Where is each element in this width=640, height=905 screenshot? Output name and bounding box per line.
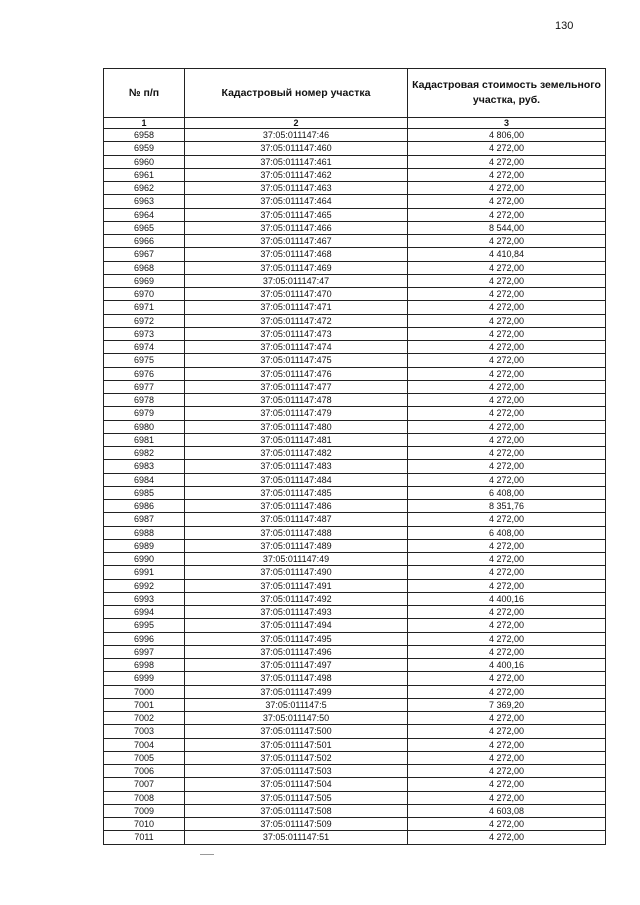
row-number-cell: 6974	[104, 341, 185, 354]
row-number-cell: 7009	[104, 804, 185, 817]
table-row	[104, 182, 606, 195]
row-number-cell: 6963	[104, 195, 185, 208]
row-number-cell: 6970	[104, 288, 185, 301]
cadastral-number-cell: 37:05:011147:5	[185, 698, 408, 711]
row-number-cell: 6991	[104, 566, 185, 579]
row-number-cell: 6964	[104, 208, 185, 221]
cadastral-value-cell: 4 272,00	[408, 407, 606, 420]
cadastral-number-cell: 37:05:011147:478	[185, 394, 408, 407]
cadastral-value-cell: 4 272,00	[408, 301, 606, 314]
table-row	[104, 380, 606, 393]
table-row	[104, 354, 606, 367]
row-number-cell: 6997	[104, 645, 185, 658]
table-row	[104, 155, 606, 168]
cadastral-number-cell: 37:05:011147:501	[185, 738, 408, 751]
cadastral-number-cell: 37:05:011147:461	[185, 155, 408, 168]
cadastral-value-cell: 4 272,00	[408, 632, 606, 645]
table-row	[104, 367, 606, 380]
cadastral-value-cell: 4 272,00	[408, 685, 606, 698]
table-row	[104, 513, 606, 526]
column-number: 3	[408, 118, 606, 129]
table-row	[104, 804, 606, 817]
cadastral-value-cell: 4 272,00	[408, 513, 606, 526]
table-row	[104, 685, 606, 698]
header-cadastral-value: Кадастровая стоимость земельного участка, руб.	[408, 69, 606, 118]
table-row	[104, 129, 606, 142]
table-row	[104, 341, 606, 354]
cadastral-value-cell: 4 272,00	[408, 261, 606, 274]
row-number-cell: 6984	[104, 473, 185, 486]
row-number-cell: 6979	[104, 407, 185, 420]
table-row	[104, 831, 606, 844]
row-number-cell: 6992	[104, 579, 185, 592]
cadastral-number-cell: 37:05:011147:468	[185, 248, 408, 261]
cadastral-value-cell: 4 272,00	[408, 288, 606, 301]
row-number-cell: 6969	[104, 274, 185, 287]
row-number-cell: 7008	[104, 791, 185, 804]
table-row	[104, 486, 606, 499]
cadastral-value-cell: 4 272,00	[408, 566, 606, 579]
cadastral-number-cell: 37:05:011147:492	[185, 592, 408, 605]
cadastral-value-cell: 4 272,00	[408, 314, 606, 327]
cadastral-value-cell: 4 272,00	[408, 235, 606, 248]
cadastral-value-cell: 4 272,00	[408, 327, 606, 340]
table-row	[104, 208, 606, 221]
cadastral-value-cell: 8 544,00	[408, 221, 606, 234]
header-number: № п/п	[104, 69, 185, 118]
cadastral-value-cell: 4 272,00	[408, 354, 606, 367]
cadastral-value-cell: 4 272,00	[408, 367, 606, 380]
cadastral-value-cell: 4 272,00	[408, 380, 606, 393]
table-row	[104, 672, 606, 685]
table-row	[104, 725, 606, 738]
table-row	[104, 619, 606, 632]
table-row	[104, 301, 606, 314]
row-number-cell: 7001	[104, 698, 185, 711]
row-number-cell: 7004	[104, 738, 185, 751]
cadastral-number-cell: 37:05:011147:486	[185, 500, 408, 513]
row-number-cell: 6995	[104, 619, 185, 632]
cadastral-value-cell: 4 272,00	[408, 155, 606, 168]
table-row	[104, 314, 606, 327]
column-number: 1	[104, 118, 185, 129]
cadastral-value-cell: 4 272,00	[408, 791, 606, 804]
row-number-cell: 6973	[104, 327, 185, 340]
cadastral-value-cell: 4 272,00	[408, 818, 606, 831]
cadastral-number-cell: 37:05:011147:490	[185, 566, 408, 579]
cadastral-number-cell: 37:05:011147:493	[185, 606, 408, 619]
row-number-cell: 7000	[104, 685, 185, 698]
row-number-cell: 6981	[104, 433, 185, 446]
cadastral-number-cell: 37:05:011147:51	[185, 831, 408, 844]
cadastral-value-cell: 7 369,20	[408, 698, 606, 711]
row-number-cell: 7002	[104, 712, 185, 725]
table-row	[104, 168, 606, 181]
table-row	[104, 274, 606, 287]
row-number-cell: 6990	[104, 553, 185, 566]
cadastral-number-cell: 37:05:011147:47	[185, 274, 408, 287]
row-number-cell: 6989	[104, 539, 185, 552]
cadastral-number-cell: 37:05:011147:509	[185, 818, 408, 831]
table-row	[104, 712, 606, 725]
cadastral-value-cell: 4 272,00	[408, 579, 606, 592]
cadastral-value-cell: 4 806,00	[408, 129, 606, 142]
row-number-cell: 6986	[104, 500, 185, 513]
row-number-cell: 7005	[104, 751, 185, 764]
row-number-cell: 7006	[104, 765, 185, 778]
row-number-cell: 6977	[104, 380, 185, 393]
table-row	[104, 698, 606, 711]
cadastral-number-cell: 37:05:011147:485	[185, 486, 408, 499]
table-row	[104, 592, 606, 605]
scan-artifact-line	[200, 854, 214, 855]
table-row	[104, 751, 606, 764]
cadastral-value-cell: 4 272,00	[408, 394, 606, 407]
row-number-cell: 6982	[104, 447, 185, 460]
cadastral-number-cell: 37:05:011147:463	[185, 182, 408, 195]
row-number-cell: 6961	[104, 168, 185, 181]
table-row	[104, 195, 606, 208]
cadastral-number-cell: 37:05:011147:472	[185, 314, 408, 327]
cadastral-value-cell: 4 272,00	[408, 553, 606, 566]
cadastral-value-cell: 6 408,00	[408, 486, 606, 499]
cadastral-number-cell: 37:05:011147:477	[185, 380, 408, 393]
cadastral-value-cell: 4 272,00	[408, 195, 606, 208]
cadastral-value-cell: 4 272,00	[408, 274, 606, 287]
table-row	[104, 566, 606, 579]
table-row	[104, 473, 606, 486]
page-number: 130	[555, 20, 574, 32]
cadastral-value-cell: 4 272,00	[408, 619, 606, 632]
row-number-cell: 6978	[104, 394, 185, 407]
table-row	[104, 526, 606, 539]
cadastral-number-cell: 37:05:011147:471	[185, 301, 408, 314]
cadastral-number-cell: 37:05:011147:46	[185, 129, 408, 142]
row-number-cell: 6988	[104, 526, 185, 539]
cadastral-value-cell: 4 272,00	[408, 447, 606, 460]
table-row	[104, 818, 606, 831]
cadastral-number-cell: 37:05:011147:503	[185, 765, 408, 778]
cadastral-value-cell: 4 272,00	[408, 751, 606, 764]
cadastral-number-cell: 37:05:011147:505	[185, 791, 408, 804]
table-row	[104, 394, 606, 407]
table-row	[104, 142, 606, 155]
row-number-cell: 7007	[104, 778, 185, 791]
row-number-cell: 6998	[104, 659, 185, 672]
cadastral-number-cell: 37:05:011147:467	[185, 235, 408, 248]
table-row	[104, 579, 606, 592]
table-row	[104, 791, 606, 804]
cadastral-value-cell: 4 272,00	[408, 539, 606, 552]
table-row	[104, 433, 606, 446]
cadastral-number-cell: 37:05:011147:462	[185, 168, 408, 181]
header-cadastral-number: Кадастровый номер участка	[185, 69, 408, 118]
row-number-cell: 6996	[104, 632, 185, 645]
cadastral-number-cell: 37:05:011147:482	[185, 447, 408, 460]
row-number-cell: 6962	[104, 182, 185, 195]
cadastral-number-cell: 37:05:011147:508	[185, 804, 408, 817]
cadastral-number-cell: 37:05:011147:502	[185, 751, 408, 764]
cadastral-value-cell: 4 272,00	[408, 712, 606, 725]
table-body	[104, 129, 606, 845]
column-numbers-row	[104, 118, 606, 129]
row-number-cell: 6999	[104, 672, 185, 685]
cadastral-value-cell: 4 272,00	[408, 433, 606, 446]
cadastral-value-cell: 6 408,00	[408, 526, 606, 539]
cadastral-number-cell: 37:05:011147:487	[185, 513, 408, 526]
cadastral-value-cell: 4 272,00	[408, 645, 606, 658]
table-row	[104, 500, 606, 513]
cadastral-value-cell: 4 272,00	[408, 606, 606, 619]
cadastral-number-cell: 37:05:011147:497	[185, 659, 408, 672]
table-row	[104, 553, 606, 566]
row-number-cell: 6993	[104, 592, 185, 605]
table-row	[104, 261, 606, 274]
cadastral-value-cell: 4 410,84	[408, 248, 606, 261]
cadastral-number-cell: 37:05:011147:473	[185, 327, 408, 340]
cadastral-value-cell: 4 400,16	[408, 592, 606, 605]
cadastral-value-cell: 8 351,76	[408, 500, 606, 513]
table-row	[104, 235, 606, 248]
table-row	[104, 738, 606, 751]
cadastral-value-cell: 4 272,00	[408, 473, 606, 486]
cadastral-value-cell: 4 272,00	[408, 738, 606, 751]
cadastral-value-cell: 4 272,00	[408, 168, 606, 181]
table-row	[104, 659, 606, 672]
table-row	[104, 606, 606, 619]
cadastral-number-cell: 37:05:011147:466	[185, 221, 408, 234]
row-number-cell: 7010	[104, 818, 185, 831]
cadastral-number-cell: 37:05:011147:495	[185, 632, 408, 645]
cadastral-value-cell: 4 272,00	[408, 341, 606, 354]
cadastral-number-cell: 37:05:011147:504	[185, 778, 408, 791]
cadastral-value-cell: 4 272,00	[408, 182, 606, 195]
column-number: 2	[185, 118, 408, 129]
row-number-cell: 7011	[104, 831, 185, 844]
cadastral-number-cell: 37:05:011147:494	[185, 619, 408, 632]
table-row	[104, 460, 606, 473]
table-row	[104, 632, 606, 645]
row-number-cell: 6965	[104, 221, 185, 234]
cadastral-number-cell: 37:05:011147:480	[185, 420, 408, 433]
cadastral-number-cell: 37:05:011147:50	[185, 712, 408, 725]
row-number-cell: 6976	[104, 367, 185, 380]
table-row	[104, 778, 606, 791]
row-number-cell: 6968	[104, 261, 185, 274]
row-number-cell: 6967	[104, 248, 185, 261]
row-number-cell: 6983	[104, 460, 185, 473]
cadastral-number-cell: 37:05:011147:476	[185, 367, 408, 380]
cadastral-number-cell: 37:05:011147:49	[185, 553, 408, 566]
cadastral-number-cell: 37:05:011147:465	[185, 208, 408, 221]
table-row	[104, 765, 606, 778]
cadastral-value-cell: 4 272,00	[408, 778, 606, 791]
cadastral-value-cell: 4 400,16	[408, 659, 606, 672]
cadastral-number-cell: 37:05:011147:475	[185, 354, 408, 367]
table-row	[104, 221, 606, 234]
row-number-cell: 6966	[104, 235, 185, 248]
row-number-cell: 6985	[104, 486, 185, 499]
cadastral-number-cell: 37:05:011147:483	[185, 460, 408, 473]
cadastral-number-cell: 37:05:011147:481	[185, 433, 408, 446]
cadastral-number-cell: 37:05:011147:470	[185, 288, 408, 301]
row-number-cell: 6959	[104, 142, 185, 155]
cadastral-value-cell: 4 272,00	[408, 208, 606, 221]
row-number-cell: 6975	[104, 354, 185, 367]
cadastral-value-cell: 4 603,08	[408, 804, 606, 817]
cadastral-table	[103, 68, 606, 845]
cadastral-number-cell: 37:05:011147:474	[185, 341, 408, 354]
row-number-cell: 6994	[104, 606, 185, 619]
row-number-cell: 6972	[104, 314, 185, 327]
cadastral-value-cell: 4 272,00	[408, 672, 606, 685]
cadastral-number-cell: 37:05:011147:460	[185, 142, 408, 155]
table-row	[104, 288, 606, 301]
cadastral-number-cell: 37:05:011147:489	[185, 539, 408, 552]
cadastral-number-cell: 37:05:011147:479	[185, 407, 408, 420]
table-row	[104, 645, 606, 658]
cadastral-value-cell: 4 272,00	[408, 420, 606, 433]
cadastral-number-cell: 37:05:011147:499	[185, 685, 408, 698]
table-row	[104, 327, 606, 340]
table-row	[104, 420, 606, 433]
table-row	[104, 248, 606, 261]
table-row	[104, 539, 606, 552]
row-number-cell: 7003	[104, 725, 185, 738]
cadastral-number-cell: 37:05:011147:496	[185, 645, 408, 658]
row-number-cell: 6971	[104, 301, 185, 314]
cadastral-value-cell: 4 272,00	[408, 460, 606, 473]
row-number-cell: 6960	[104, 155, 185, 168]
row-number-cell: 6980	[104, 420, 185, 433]
row-number-cell: 6958	[104, 129, 185, 142]
table-header-row	[104, 69, 606, 118]
cadastral-value-cell: 4 272,00	[408, 725, 606, 738]
cadastral-number-cell: 37:05:011147:484	[185, 473, 408, 486]
cadastral-value-cell: 4 272,00	[408, 831, 606, 844]
cadastral-number-cell: 37:05:011147:491	[185, 579, 408, 592]
cadastral-value-cell: 4 272,00	[408, 765, 606, 778]
cadastral-number-cell: 37:05:011147:464	[185, 195, 408, 208]
cadastral-number-cell: 37:05:011147:469	[185, 261, 408, 274]
cadastral-number-cell: 37:05:011147:500	[185, 725, 408, 738]
table-row	[104, 447, 606, 460]
cadastral-value-cell: 4 272,00	[408, 142, 606, 155]
table-row	[104, 407, 606, 420]
cadastral-number-cell: 37:05:011147:488	[185, 526, 408, 539]
row-number-cell: 6987	[104, 513, 185, 526]
cadastral-number-cell: 37:05:011147:498	[185, 672, 408, 685]
